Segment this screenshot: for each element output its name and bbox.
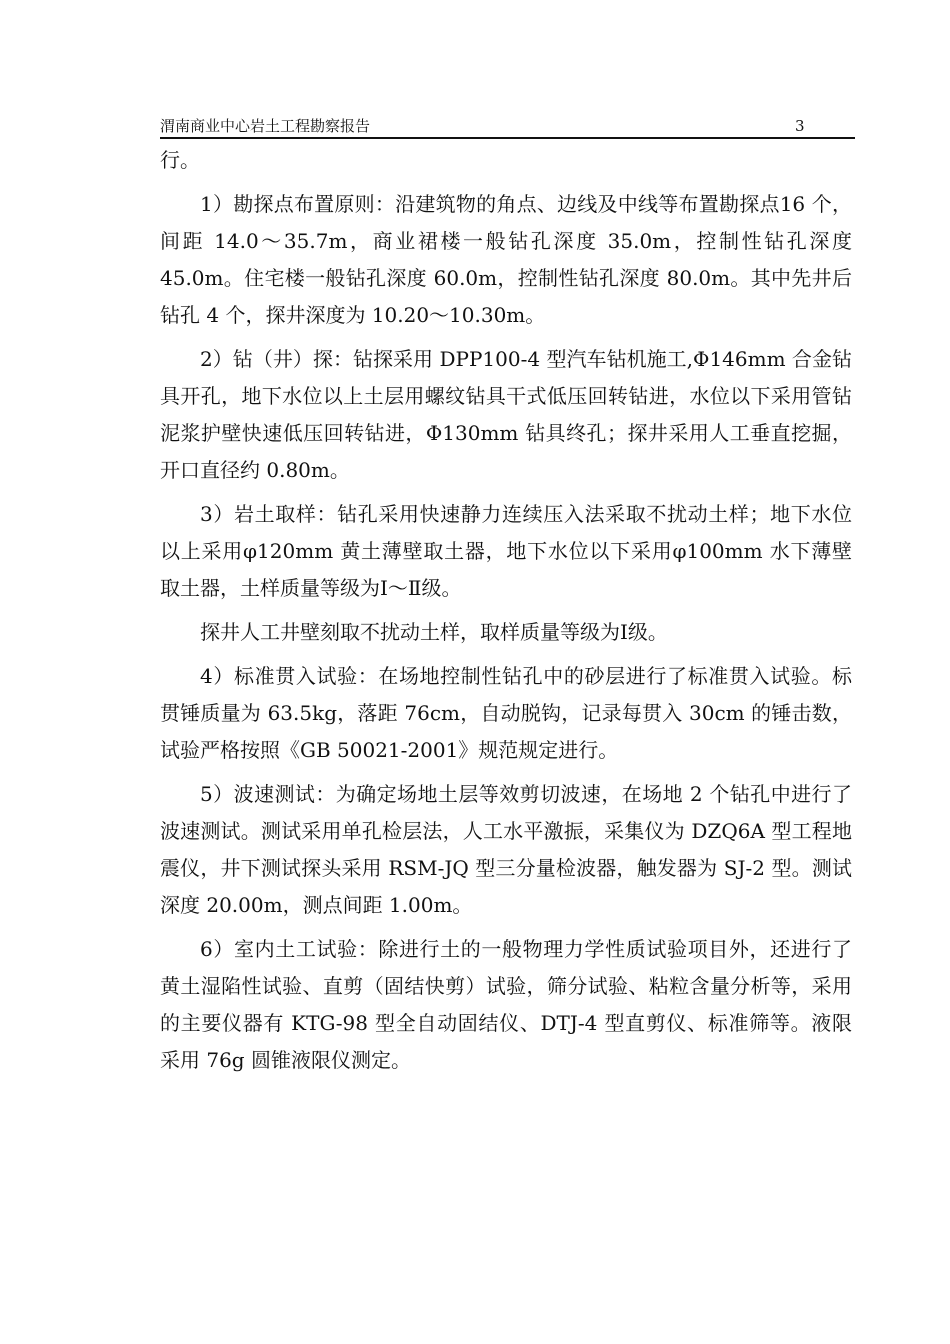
paragraph-drilling: 2）钻（井）探：钻探采用 DPP100-4 型汽车钻机施工,Φ146mm 合金钻具开孔，地下水位以上土层用螺纹钻具干式低压回转钻进，水位以下采用管钻泥浆护壁快速低压回转钻进，Φ130mm 钻具终孔；探井采用人工垂直挖掘，开口直径约 0.80m。	[160, 347, 852, 482]
paragraph-spt: 4）标准贯入试验：在场地控制性钻孔中的砂层进行了标准贯入试验。标贯锤质量为 63.5kg，落距 76cm，自动脱钩，记录每贯入 30cm 的锤击数，试验严格按照《GB 50021-2001》规范规定进行。	[160, 664, 852, 762]
paragraph-sampling: 3）岩土取样：钻孔采用快速静力连续压入法采取不扰动土样；地下水位以上采用φ120mm 黄土薄壁取土器，地下水位以下采用φ100mm 水下薄壁取土器，土样质量等级为Ⅰ～Ⅱ级。	[160, 502, 852, 600]
page-number: 3	[795, 117, 805, 135]
paragraph-lab-tests: 6）室内土工试验：除进行土的一般物理力学性质试验项目外，还进行了黄土湿陷性试验、直剪（固结快剪）试验，筛分试验、粘粒含量分析等，采用的主要仪器有 KTG-98 型全自动固结仪、DTJ-4 型直剪仪、标准筛等。液限采用 76g 圆锥液限仪测定。	[160, 937, 852, 1072]
paragraph-well-sampling: 探井人工井壁刻取不扰动土样，取样质量等级为Ⅰ级。	[200, 620, 668, 644]
paragraph-wave-velocity: 5）波速测试：为确定场地土层等效剪切波速，在场地 2 个钻孔中进行了波速测试。测试采用单孔检层法，人工水平激振，采集仪为 DZQ6A 型工程地震仪，井下测试探头采用 RSM-JQ 型三分量检波器，触发器为 SJ-2 型。测试深度 20.00m，测点间距 1.00m。	[160, 782, 852, 917]
report-title: 渭南商业中心岩土工程勘察报告	[160, 117, 371, 135]
continuation-paragraph: 行。	[160, 148, 200, 172]
document-body	[160, 142, 852, 1086]
header-divider	[160, 137, 855, 139]
paragraph-layout-principle: 1）勘探点布置原则：沿建筑物的角点、边线及中线等布置勘探点16 个，间距 14.0～35.7m，商业裙楼一般钻孔深度 35.0m，控制性钻孔深度 45.0m。住宅楼一般钻孔深度 60.0m，控制性钻孔深度 80.0m。其中先井后钻孔 4 个，探井深度为 10.20～10.30m。	[160, 192, 852, 327]
running-header	[160, 116, 852, 136]
